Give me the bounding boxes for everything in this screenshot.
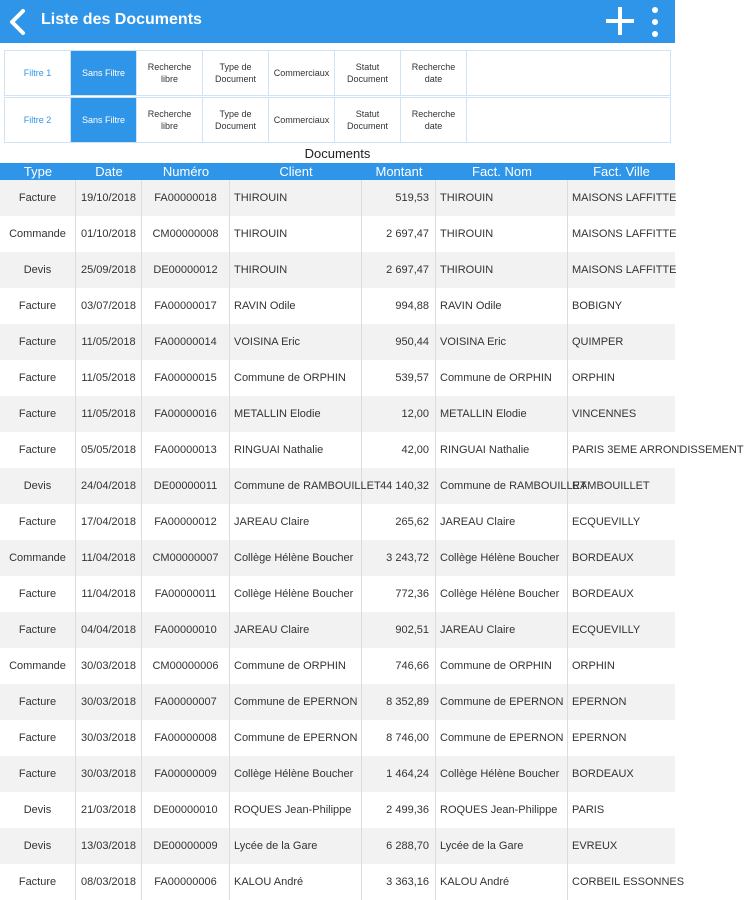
cell-fact-ville: BORDEAUX [572,552,634,564]
cell-date: 21/03/2018 [76,792,142,828]
cell-client: ROQUES Jean-Philippe [230,792,362,828]
cell-montant: 2 697,47 [362,216,436,252]
cell-date: 11/05/2018 [76,324,142,360]
cell-montant: 746,66 [362,648,436,684]
cell-numero: DE00000009 [142,828,230,864]
cell-date: 08/03/2018 [76,864,142,900]
filter-bar-2 [4,97,671,143]
cell-numero: CM00000006 [142,648,230,684]
cell-fact-ville: VINCENNES [572,408,637,420]
cell-fact-ville: ECQUEVILLY [572,624,641,636]
cell-numero: CM00000007 [142,540,230,576]
cell-type: Devis [0,252,76,288]
filter-2-sans-filtre-button[interactable]: Sans Filtre [71,98,137,142]
cell-montant: 902,51 [362,612,436,648]
table-row[interactable] [0,432,744,468]
cell-client: RINGUAI Nathalie [230,432,362,468]
cell-client: THIROUIN [230,252,362,288]
cell-montant: 519,53 [362,180,436,216]
table-row[interactable] [0,576,675,612]
table-row[interactable] [0,540,675,576]
filter-2-type-document-button[interactable]: Type de Document [203,98,269,142]
filter-1-recherche-libre-button[interactable]: Recherche libre [137,51,203,95]
cell-numero: FA00000011 [142,576,230,612]
cell-montant: 950,44 [362,324,436,360]
cell-client: Collège Hélène Boucher [230,756,362,792]
cell-montant: 2 499,36 [362,792,436,828]
filter-2-recherche-date-button[interactable]: Recherche date [401,98,467,142]
cell-montant: 8 352,89 [362,684,436,720]
cell-fact-nom: Commune de EPERNON [436,720,568,756]
cell-fact-nom: Commune de ORPHIN [436,648,568,684]
table-row[interactable] [0,864,685,900]
cell-type: Devis [0,792,76,828]
cell-type: Facture [0,720,76,756]
cell-date: 03/07/2018 [76,288,142,324]
column-header-client[interactable]: Client [279,164,313,179]
cell-fact-ville: EPERNON [572,696,627,708]
cell-fact-nom: METALLIN Elodie [436,396,568,432]
cell-fact-nom: RAVIN Odile [436,288,568,324]
cell-date: 24/04/2018 [76,468,142,504]
documents-heading: Documents [304,146,371,161]
cell-fact-nom: THIROUIN [436,252,568,288]
cell-client: Commune de ORPHIN [230,648,362,684]
cell-numero: FA00000006 [142,864,230,900]
cell-montant: 3 243,72 [362,540,436,576]
cell-montant: 12,00 [362,396,436,432]
chevron-left-icon[interactable] [6,8,28,36]
cell-numero: FA00000008 [142,720,230,756]
cell-date: 11/04/2018 [76,576,142,612]
filter-1-recherche-date-button[interactable]: Recherche date [401,51,467,95]
filter-1-label: Filtre 1 [5,51,71,95]
cell-type: Commande [0,216,76,252]
column-header-fact-nom[interactable]: Fact. Nom [472,164,532,179]
column-header-fact-ville[interactable]: Fact. Ville [593,164,650,179]
cell-type: Facture [0,576,76,612]
column-header-numero[interactable]: Numéro [162,164,210,179]
cell-client: KALOU André [230,864,362,900]
cell-fact-nom: JAREAU Claire [436,504,568,540]
cell-numero: FA00000012 [142,504,230,540]
cell-date: 25/09/2018 [76,252,142,288]
cell-fact-ville: PARIS [572,804,605,816]
cell-montant: 772,36 [362,576,436,612]
cell-type: Commande [0,540,76,576]
cell-numero: FA00000010 [142,612,230,648]
cell-client: JAREAU Claire [230,504,362,540]
cell-numero: FA00000014 [142,324,230,360]
cell-type: Facture [0,180,76,216]
cell-fact-ville: QUIMPER [572,336,624,348]
cell-client: Commune de ORPHIN [230,360,362,396]
cell-fact-ville: ORPHIN [572,372,615,384]
cell-date: 30/03/2018 [76,684,142,720]
cell-date: 30/03/2018 [76,756,142,792]
cell-montant: 1 464,24 [362,756,436,792]
cell-fact-nom: RINGUAI Nathalie [436,432,568,468]
cell-numero: FA00000007 [142,684,230,720]
cell-fact-ville: BOBIGNY [572,300,623,312]
cell-numero: FA00000009 [142,756,230,792]
cell-montant: 265,62 [362,504,436,540]
table-row[interactable] [0,324,675,360]
cell-type: Facture [0,612,76,648]
cell-fact-ville: BORDEAUX [572,768,634,780]
cell-client: Lycée de la Gare [230,828,362,864]
table-row[interactable] [0,180,675,216]
cell-type: Facture [0,684,76,720]
cell-date: 17/04/2018 [76,504,142,540]
cell-type: Facture [0,324,76,360]
table-row[interactable] [0,612,675,648]
table-row[interactable] [0,756,675,792]
table-row[interactable] [0,720,675,756]
table-row[interactable] [0,252,675,288]
cell-fact-ville: PARIS 3EME ARRONDISSEMENT [572,444,744,456]
cell-date: 04/04/2018 [76,612,142,648]
cell-montant: 8 746,00 [362,720,436,756]
cell-date: 01/10/2018 [76,216,142,252]
cell-type: Facture [0,504,76,540]
filter-2-commerciaux-button[interactable]: Commerciaux [269,98,335,142]
cell-fact-nom: Commune de ORPHIN [436,360,568,396]
column-header-type[interactable]: Type [23,164,53,179]
table-row[interactable] [0,468,675,504]
cell-montant: 3 363,16 [362,864,436,900]
cell-fact-nom: Collège Hélène Boucher [436,540,568,576]
cell-fact-nom: Collège Hélène Boucher [436,756,568,792]
filter-2-statut-document-button[interactable]: Statut Document [335,98,401,142]
table-header [0,163,675,180]
filter-2-label: Filtre 2 [5,98,71,142]
table-row[interactable] [0,360,675,396]
cell-fact-nom: THIROUIN [436,216,568,252]
cell-client: Commune de RAMBOUILLET [230,468,362,504]
table-row[interactable] [0,684,675,720]
filter-1-type-document-button[interactable]: Type de Document [203,51,269,95]
filter-1-statut-document-button[interactable]: Statut Document [335,51,401,95]
cell-fact-nom: Commune de RAMBOUILLET [436,468,568,504]
filter-1-commerciaux-button[interactable]: Commerciaux [269,51,335,95]
cell-numero: FA00000017 [142,288,230,324]
cell-client: Collège Hélène Boucher [230,576,362,612]
table-row[interactable] [0,216,675,252]
cell-client: RAVIN Odile [230,288,362,324]
cell-type: Devis [0,468,76,504]
cell-client: Commune de EPERNON [230,720,362,756]
cell-fact-ville: MAISONS LAFFITTE [572,264,677,276]
table-row[interactable] [0,792,675,828]
cell-fact-ville: MAISONS LAFFITTE [572,228,677,240]
cell-date: 11/05/2018 [76,360,142,396]
cell-client: THIROUIN [230,180,362,216]
cell-montant: 6 288,70 [362,828,436,864]
cell-montant: 539,57 [362,360,436,396]
cell-fact-nom: ROQUES Jean-Philippe [436,792,568,828]
filter-2-recherche-libre-button[interactable]: Recherche libre [137,98,203,142]
cell-fact-ville: CORBEIL ESSONNES [572,876,685,888]
cell-numero: DE00000010 [142,792,230,828]
cell-numero: FA00000018 [142,180,230,216]
filter-bar-1 [4,50,671,96]
cell-client: THIROUIN [230,216,362,252]
cell-type: Facture [0,288,76,324]
cell-type: Facture [0,432,76,468]
table-row[interactable] [0,288,675,324]
cell-date: 05/05/2018 [76,432,142,468]
cell-fact-ville: RAMBOUILLET [572,480,650,492]
cell-client: VOISINA Eric [230,324,362,360]
cell-fact-nom: THIROUIN [436,180,568,216]
cell-montant: 42,00 [362,432,436,468]
table-row[interactable] [0,504,675,540]
cell-numero: DE00000012 [142,252,230,288]
cell-montant: 44 140,32 [362,468,436,504]
cell-type: Facture [0,864,76,900]
cell-type: Devis [0,828,76,864]
cell-date: 30/03/2018 [76,648,142,684]
cell-client: Collège Hélène Boucher [230,540,362,576]
cell-client: METALLIN Elodie [230,396,362,432]
cell-type: Facture [0,396,76,432]
column-header-montant[interactable]: Montant [375,164,423,179]
table-row[interactable] [0,828,675,864]
column-header-date[interactable]: Date [95,164,123,179]
cell-type: Commande [0,648,76,684]
cell-fact-ville: BORDEAUX [572,588,634,600]
cell-fact-nom: JAREAU Claire [436,612,568,648]
cell-date: 13/03/2018 [76,828,142,864]
cell-fact-nom: Commune de EPERNON [436,684,568,720]
cell-numero: FA00000015 [142,360,230,396]
app-bar [0,0,675,43]
cell-fact-ville: ORPHIN [572,660,615,672]
cell-date: 30/03/2018 [76,720,142,756]
cell-client: JAREAU Claire [230,612,362,648]
cell-date: 19/10/2018 [76,180,142,216]
cell-date: 11/05/2018 [76,396,142,432]
filter-1-sans-filtre-button[interactable]: Sans Filtre [71,51,137,95]
page-title: Liste des Documents [41,11,202,28]
cell-montant: 2 697,47 [362,252,436,288]
cell-fact-nom: VOISINA Eric [436,324,568,360]
more-vertical-icon[interactable] [648,6,662,38]
table-row[interactable] [0,396,675,432]
cell-montant: 994,88 [362,288,436,324]
cell-fact-nom: Collège Hélène Boucher [436,576,568,612]
cell-fact-ville: MAISONS LAFFITTE [572,192,677,204]
cell-numero: FA00000016 [142,396,230,432]
cell-numero: FA00000013 [142,432,230,468]
cell-type: Facture [0,360,76,396]
cell-fact-nom: Lycée de la Gare [436,828,568,864]
cell-fact-nom: KALOU André [436,864,568,900]
table-row[interactable] [0,648,675,684]
cell-fact-ville: EPERNON [572,732,627,744]
cell-numero: CM00000008 [142,216,230,252]
cell-type: Facture [0,756,76,792]
cell-fact-ville: ECQUEVILLY [572,516,641,528]
cell-date: 11/04/2018 [76,540,142,576]
cell-numero: DE00000011 [142,468,230,504]
cell-fact-ville: EVREUX [572,840,618,852]
plus-icon[interactable] [605,6,635,36]
cell-client: Commune de EPERNON [230,684,362,720]
